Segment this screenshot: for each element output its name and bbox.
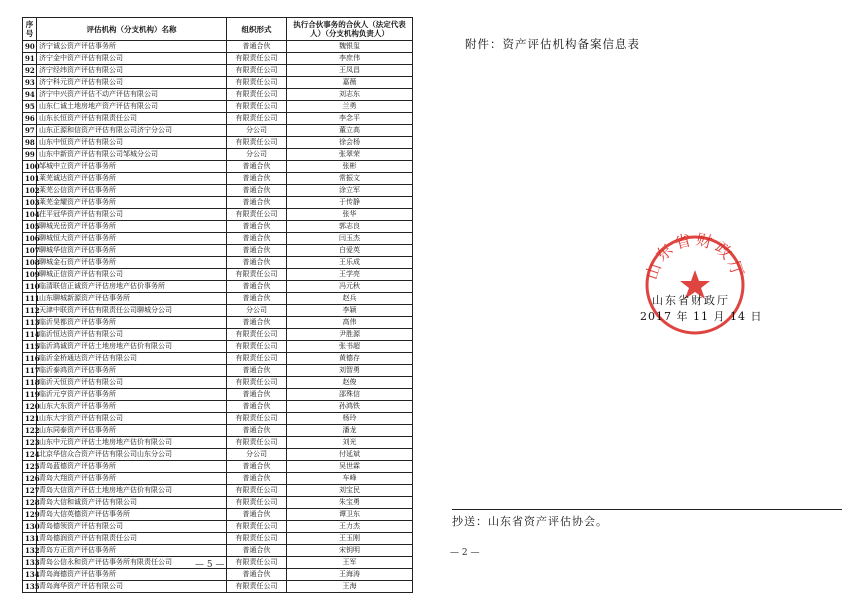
row-name: 临沂天恒资产评估有限公司 bbox=[37, 377, 227, 389]
row-name: 聊城光岳资产评估事务所 bbox=[37, 221, 227, 233]
row-name: 山东聊城新源资产评估事务所 bbox=[37, 293, 227, 305]
row-org-type: 普通合伙 bbox=[227, 233, 287, 245]
header-type: 组织形式 bbox=[227, 18, 287, 41]
row-number: 135 bbox=[23, 581, 37, 593]
row-org-type: 有限责任公司 bbox=[227, 497, 287, 509]
right-page bbox=[430, 0, 845, 584]
row-number: 111 bbox=[23, 293, 37, 305]
table-row bbox=[23, 365, 413, 377]
row-representative: 王海 bbox=[287, 581, 413, 593]
row-number: 90 bbox=[23, 41, 37, 53]
table-row bbox=[23, 353, 413, 365]
row-representative: 潘龙 bbox=[287, 425, 413, 437]
row-name: 青岛公信永和资产评估事务所有限责任公司 bbox=[37, 557, 227, 569]
row-representative: 赵俊 bbox=[287, 377, 413, 389]
row-org-type: 有限责任公司 bbox=[227, 557, 287, 569]
table-row bbox=[23, 257, 413, 269]
page-number-right: — 2 — bbox=[450, 548, 480, 558]
row-number: 128 bbox=[23, 497, 37, 509]
row-name: 莱芜诚达资产评估事务所 bbox=[37, 173, 227, 185]
table-row bbox=[23, 185, 413, 197]
row-number: 119 bbox=[23, 389, 37, 401]
row-org-type: 普通合伙 bbox=[227, 161, 287, 173]
table-row bbox=[23, 197, 413, 209]
table-body bbox=[23, 41, 413, 593]
row-number: 106 bbox=[23, 233, 37, 245]
row-org-type: 有限责任公司 bbox=[227, 413, 287, 425]
row-name: 天津中联资产评估有限责任公司聊城分公司 bbox=[37, 305, 227, 317]
row-name: 莱芜公信资产评估事务所 bbox=[37, 185, 227, 197]
row-name: 临沂昊都资产评估事务所 bbox=[37, 317, 227, 329]
row-number: 93 bbox=[23, 77, 37, 89]
row-number: 99 bbox=[23, 149, 37, 161]
row-org-type: 有限责任公司 bbox=[227, 53, 287, 65]
row-name: 青岛大信和诚资产评估有限公司 bbox=[37, 497, 227, 509]
row-number: 132 bbox=[23, 545, 37, 557]
table-row bbox=[23, 533, 413, 545]
row-name: 聊城金石资产评估事务所 bbox=[37, 257, 227, 269]
row-name: 临沂元亨资产评估事务所 bbox=[37, 389, 227, 401]
row-org-type: 有限责任公司 bbox=[227, 521, 287, 533]
row-representative: 邵殊信 bbox=[287, 389, 413, 401]
row-name: 莱芜金耀资产评估事务所 bbox=[37, 197, 227, 209]
row-representative: 李庶伟 bbox=[287, 53, 413, 65]
row-number: 100 bbox=[23, 161, 37, 173]
table-row bbox=[23, 161, 413, 173]
row-org-type: 有限责任公司 bbox=[227, 485, 287, 497]
row-number: 122 bbox=[23, 425, 37, 437]
row-number: 123 bbox=[23, 437, 37, 449]
row-representative: 魏银玺 bbox=[287, 41, 413, 53]
row-org-type: 有限责任公司 bbox=[227, 269, 287, 281]
header-num: 序号 bbox=[23, 18, 37, 41]
row-name: 青岛海华资产评估有限公司 bbox=[37, 581, 227, 593]
row-representative: 常振文 bbox=[287, 173, 413, 185]
row-representative: 王玉刚 bbox=[287, 533, 413, 545]
row-number: 92 bbox=[23, 65, 37, 77]
row-name: 山东中新资产评估有限公司邹城分公司 bbox=[37, 149, 227, 161]
row-number: 102 bbox=[23, 185, 37, 197]
row-number: 101 bbox=[23, 173, 37, 185]
row-number: 95 bbox=[23, 101, 37, 113]
table-row bbox=[23, 89, 413, 101]
cc-line: 抄送：山东省资产评估协会。 bbox=[452, 515, 608, 528]
row-name: 临清联信正诚资产评估房地产估价事务所 bbox=[37, 281, 227, 293]
row-name: 临沂鸿诚资产评估土地房地产估价有限公司 bbox=[37, 341, 227, 353]
table-row bbox=[23, 317, 413, 329]
page-number-left: — 5 — bbox=[195, 560, 225, 570]
row-representative: 徐会杨 bbox=[287, 137, 413, 149]
row-representative: 黄德存 bbox=[287, 353, 413, 365]
table-row bbox=[23, 449, 413, 461]
row-number: 116 bbox=[23, 353, 37, 365]
row-number: 98 bbox=[23, 137, 37, 149]
table-row bbox=[23, 53, 413, 65]
row-name: 临沂恒达资产评估有限公司 bbox=[37, 329, 227, 341]
row-representative: 王凤昌 bbox=[287, 65, 413, 77]
table-row bbox=[23, 509, 413, 521]
registry-table bbox=[22, 17, 413, 593]
row-org-type: 普通合伙 bbox=[227, 545, 287, 557]
row-name: 青岛大信资产评估土地房地产估价有限公司 bbox=[37, 485, 227, 497]
row-number: 105 bbox=[23, 221, 37, 233]
row-number: 97 bbox=[23, 125, 37, 137]
row-number: 124 bbox=[23, 449, 37, 461]
seal-ring-text: 山东省财政厅 bbox=[641, 230, 749, 282]
row-org-type: 普通合伙 bbox=[227, 317, 287, 329]
row-org-type: 普通合伙 bbox=[227, 197, 287, 209]
row-number: 134 bbox=[23, 569, 37, 581]
row-representative: 张书超 bbox=[287, 341, 413, 353]
table-header-row bbox=[23, 18, 413, 41]
row-name: 山东长恒资产评估有限责任公司 bbox=[37, 113, 227, 125]
table-row bbox=[23, 41, 413, 53]
row-name: 山东仁诚土地房地产资产评估有限公司 bbox=[37, 101, 227, 113]
table-row bbox=[23, 125, 413, 137]
row-org-type: 普通合伙 bbox=[227, 365, 287, 377]
row-representative: 张华 bbox=[287, 209, 413, 221]
table-row bbox=[23, 341, 413, 353]
row-number: 126 bbox=[23, 473, 37, 485]
row-name: 山东中恒资产评估有限公司 bbox=[37, 137, 227, 149]
row-org-type: 有限责任公司 bbox=[227, 137, 287, 149]
row-representative: 赵兵 bbox=[287, 293, 413, 305]
row-number: 110 bbox=[23, 281, 37, 293]
row-org-type: 有限责任公司 bbox=[227, 113, 287, 125]
row-representative: 刘志东 bbox=[287, 89, 413, 101]
row-representative: 刘宝民 bbox=[287, 485, 413, 497]
row-org-type: 普通合伙 bbox=[227, 461, 287, 473]
row-org-type: 普通合伙 bbox=[227, 293, 287, 305]
table-row bbox=[23, 497, 413, 509]
row-representative: 王军 bbox=[287, 557, 413, 569]
row-org-type: 普通合伙 bbox=[227, 389, 287, 401]
row-org-type: 有限责任公司 bbox=[227, 437, 287, 449]
row-number: 94 bbox=[23, 89, 37, 101]
row-org-type: 分公司 bbox=[227, 125, 287, 137]
row-number: 115 bbox=[23, 341, 37, 353]
table-row bbox=[23, 461, 413, 473]
row-org-type: 有限责任公司 bbox=[227, 533, 287, 545]
row-org-type: 有限责任公司 bbox=[227, 353, 287, 365]
row-org-type: 普通合伙 bbox=[227, 401, 287, 413]
row-name: 山东同泰资产评估事务所 bbox=[37, 425, 227, 437]
issuer-name: 山东省财政厅 bbox=[652, 294, 730, 307]
row-representative: 刘智勇 bbox=[287, 365, 413, 377]
row-org-type: 分公司 bbox=[227, 149, 287, 161]
row-representative: 宋钥明 bbox=[287, 545, 413, 557]
row-name: 青岛蓝德资产评估事务所 bbox=[37, 461, 227, 473]
table-row bbox=[23, 581, 413, 593]
row-representative: 杨玲 bbox=[287, 413, 413, 425]
table-row bbox=[23, 293, 413, 305]
table-row bbox=[23, 377, 413, 389]
row-name: 青岛海德资产评估事务所 bbox=[37, 569, 227, 581]
row-number: 133 bbox=[23, 557, 37, 569]
table-row bbox=[23, 401, 413, 413]
row-name: 济宁经纬资产评估有限公司 bbox=[37, 65, 227, 77]
row-number: 96 bbox=[23, 113, 37, 125]
row-name: 聊城恒大资产评估事务所 bbox=[37, 233, 227, 245]
table-row bbox=[23, 101, 413, 113]
row-name: 青岛德润资产评估有限责任公司 bbox=[37, 533, 227, 545]
table-row bbox=[23, 437, 413, 449]
row-number: 117 bbox=[23, 365, 37, 377]
table-row bbox=[23, 413, 413, 425]
row-org-type: 有限责任公司 bbox=[227, 581, 287, 593]
row-org-type: 分公司 bbox=[227, 449, 287, 461]
attachment-title: 附件：资产评估机构备案信息表 bbox=[465, 37, 640, 51]
row-name: 济宁科元资产评估有限公司 bbox=[37, 77, 227, 89]
row-representative: 王力杰 bbox=[287, 521, 413, 533]
row-org-type: 普通合伙 bbox=[227, 425, 287, 437]
row-representative: 白爱英 bbox=[287, 245, 413, 257]
table-row bbox=[23, 521, 413, 533]
row-org-type: 有限责任公司 bbox=[227, 65, 287, 77]
row-representative: 嘉薇 bbox=[287, 77, 413, 89]
row-org-type: 分公司 bbox=[227, 305, 287, 317]
row-name: 茌平冠华资产评估有限公司 bbox=[37, 209, 227, 221]
row-representative: 于传静 bbox=[287, 197, 413, 209]
row-representative: 谭卫东 bbox=[287, 509, 413, 521]
row-representative: 李颖 bbox=[287, 305, 413, 317]
table-row bbox=[23, 545, 413, 557]
row-org-type: 普通合伙 bbox=[227, 245, 287, 257]
row-number: 112 bbox=[23, 305, 37, 317]
row-representative: 付延斌 bbox=[287, 449, 413, 461]
row-org-type: 普通合伙 bbox=[227, 569, 287, 581]
row-name: 临沂泰鸿资产评估事务所 bbox=[37, 365, 227, 377]
table-row bbox=[23, 77, 413, 89]
row-number: 91 bbox=[23, 53, 37, 65]
row-name: 山东大东资产评估事务所 bbox=[37, 401, 227, 413]
row-representative: 郭志良 bbox=[287, 221, 413, 233]
table-row bbox=[23, 485, 413, 497]
row-name: 济宁金中资产评估有限公司 bbox=[37, 53, 227, 65]
row-representative: 张彬 bbox=[287, 161, 413, 173]
row-representative: 朱宝勇 bbox=[287, 497, 413, 509]
table-row bbox=[23, 245, 413, 257]
table-row bbox=[23, 281, 413, 293]
row-org-type: 普通合伙 bbox=[227, 185, 287, 197]
table-row bbox=[23, 221, 413, 233]
row-number: 108 bbox=[23, 257, 37, 269]
table-row bbox=[23, 149, 413, 161]
row-org-type: 有限责任公司 bbox=[227, 101, 287, 113]
row-number: 107 bbox=[23, 245, 37, 257]
header-rep: 执行合伙事务的合伙人（法定代表人）（分支机构负责人） bbox=[287, 18, 413, 41]
row-org-type: 普通合伙 bbox=[227, 473, 287, 485]
row-org-type: 有限责任公司 bbox=[227, 329, 287, 341]
table-row bbox=[23, 173, 413, 185]
table-row bbox=[23, 329, 413, 341]
row-representative: 王学亮 bbox=[287, 269, 413, 281]
row-name: 临沂金桥通达资产评估有限公司 bbox=[37, 353, 227, 365]
table-row bbox=[23, 389, 413, 401]
row-representative: 涂立军 bbox=[287, 185, 413, 197]
row-representative: 王乐成 bbox=[287, 257, 413, 269]
row-number: 129 bbox=[23, 509, 37, 521]
row-representative: 车峰 bbox=[287, 473, 413, 485]
row-org-type: 有限责任公司 bbox=[227, 77, 287, 89]
row-representative: 张翠荣 bbox=[287, 149, 413, 161]
row-org-type: 有限责任公司 bbox=[227, 89, 287, 101]
row-representative: 孙鸿铁 bbox=[287, 401, 413, 413]
row-number: 113 bbox=[23, 317, 37, 329]
row-name: 青岛德领资产评估有限公司 bbox=[37, 521, 227, 533]
table-row bbox=[23, 233, 413, 245]
row-org-type: 普通合伙 bbox=[227, 257, 287, 269]
row-org-type: 有限责任公司 bbox=[227, 377, 287, 389]
row-number: 104 bbox=[23, 209, 37, 221]
row-org-type: 有限责任公司 bbox=[227, 341, 287, 353]
row-org-type: 普通合伙 bbox=[227, 41, 287, 53]
row-representative: 李念平 bbox=[287, 113, 413, 125]
row-name: 青岛大信英德资产评估事务所 bbox=[37, 509, 227, 521]
row-number: 121 bbox=[23, 413, 37, 425]
table-row bbox=[23, 269, 413, 281]
table-row bbox=[23, 113, 413, 125]
table-row bbox=[23, 473, 413, 485]
row-name: 济宁中兴资产评估不动产评估有限公司 bbox=[37, 89, 227, 101]
row-representative: 王海涛 bbox=[287, 569, 413, 581]
row-name: 青岛大翔资产评估事务所 bbox=[37, 473, 227, 485]
row-number: 114 bbox=[23, 329, 37, 341]
row-org-type: 普通合伙 bbox=[227, 221, 287, 233]
row-number: 131 bbox=[23, 533, 37, 545]
row-name: 山东正源和信资产评估有限公司济宁分公司 bbox=[37, 125, 227, 137]
issue-date: 2017 年 11 月 14 日 bbox=[640, 310, 763, 323]
table-row bbox=[23, 209, 413, 221]
row-representative: 刘光 bbox=[287, 437, 413, 449]
row-number: 109 bbox=[23, 269, 37, 281]
row-representative: 高伟 bbox=[287, 317, 413, 329]
row-number: 127 bbox=[23, 485, 37, 497]
row-name: 山东大宇资产评估有限公司 bbox=[37, 413, 227, 425]
table-row bbox=[23, 425, 413, 437]
row-number: 130 bbox=[23, 521, 37, 533]
row-name: 聊城正信资产评估有限公司 bbox=[37, 269, 227, 281]
row-name: 邹城中立资产评估事务所 bbox=[37, 161, 227, 173]
row-representative: 闫玉杰 bbox=[287, 233, 413, 245]
row-number: 103 bbox=[23, 197, 37, 209]
table-row bbox=[23, 65, 413, 77]
row-org-type: 普通合伙 bbox=[227, 281, 287, 293]
row-representative: 兰勇 bbox=[287, 101, 413, 113]
row-org-type: 有限责任公司 bbox=[227, 209, 287, 221]
row-representative: 吴世霖 bbox=[287, 461, 413, 473]
row-name: 北京华信众合资产评估有限公司山东分公司 bbox=[37, 449, 227, 461]
table-row bbox=[23, 305, 413, 317]
row-number: 125 bbox=[23, 461, 37, 473]
table-row bbox=[23, 569, 413, 581]
row-number: 120 bbox=[23, 401, 37, 413]
row-representative: 尹胜源 bbox=[287, 329, 413, 341]
row-org-type: 普通合伙 bbox=[227, 173, 287, 185]
row-representative: 冯元秋 bbox=[287, 281, 413, 293]
divider-line bbox=[452, 509, 842, 510]
row-org-type: 普通合伙 bbox=[227, 509, 287, 521]
row-number: 118 bbox=[23, 377, 37, 389]
row-name: 聊城华信资产评估事务所 bbox=[37, 245, 227, 257]
row-name: 青岛方正资产评估事务所 bbox=[37, 545, 227, 557]
row-name: 济宁诚公资产评估事务所 bbox=[37, 41, 227, 53]
header-name: 评估机构（分支机构）名称 bbox=[37, 18, 227, 41]
table-row bbox=[23, 137, 413, 149]
row-name: 山东中元资产评估土地房地产估价有限公司 bbox=[37, 437, 227, 449]
row-representative: 董立高 bbox=[287, 125, 413, 137]
